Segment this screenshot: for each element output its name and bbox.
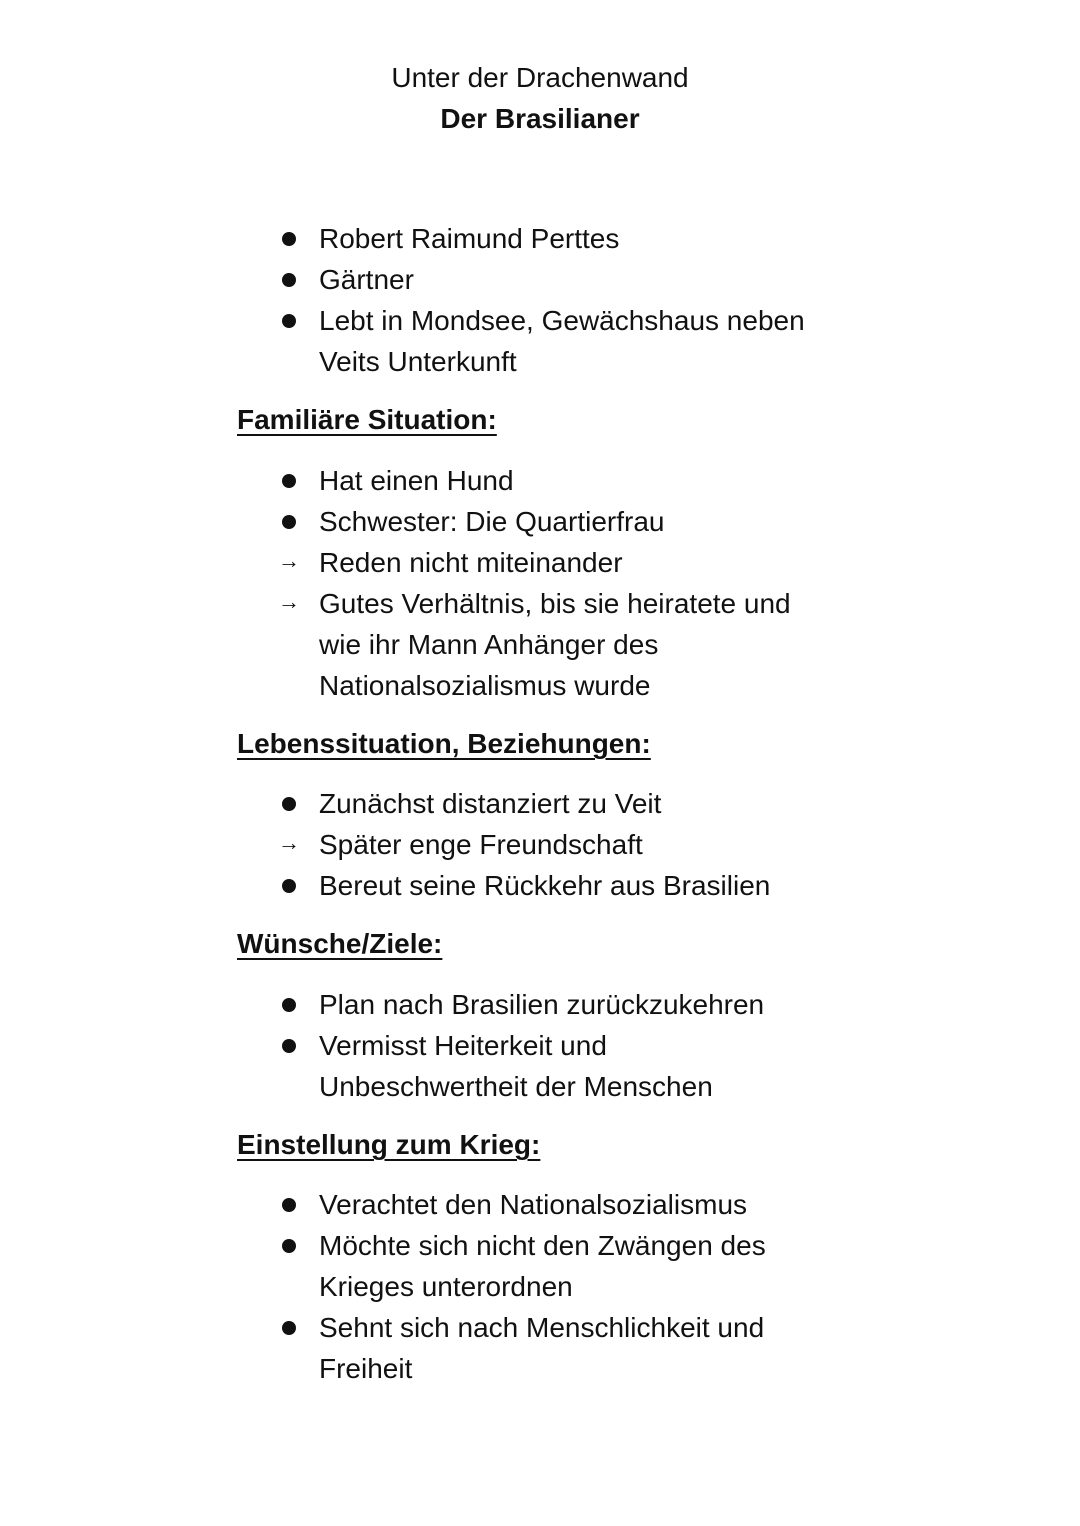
list-item-text: Zunächst distanziert zu Veit (319, 788, 662, 819)
section-heading: Einstellung zum Krieg: (237, 1129, 541, 1160)
list-item (237, 1184, 877, 1225)
list-item-text: Schwester: Die Quartierfrau (319, 506, 665, 537)
section-heading: Wünsche/Ziele: (237, 928, 443, 959)
section-goals (237, 924, 877, 964)
list-item (237, 1025, 789, 1107)
section-war-attitude (237, 1125, 877, 1165)
list-item-text: Gärtner (319, 264, 414, 295)
section-relationships-list-block (237, 783, 877, 906)
list-item (237, 300, 839, 382)
list-item-text: Reden nicht miteinander (319, 547, 623, 578)
section-list (237, 984, 877, 1107)
arrow-right-icon: → (278, 589, 300, 614)
section-list (237, 460, 877, 706)
list-item (237, 984, 877, 1025)
list-item (237, 1225, 839, 1307)
list-item (237, 1307, 839, 1389)
document-title: Unter der Drachenwand (391, 62, 689, 93)
list-item (237, 542, 877, 583)
list-item-text: Verachtet den Nationalsozialismus (319, 1189, 748, 1220)
list-item (237, 218, 877, 259)
section-heading: Familiäre Situation: (237, 404, 497, 435)
list-item-text: Sehnt sich nach Menschlichkeit und Freiheit (319, 1312, 765, 1384)
list-item (237, 501, 877, 542)
list-item (237, 865, 877, 906)
list-item-text: Später enge Freundschaft (319, 829, 643, 860)
list-item-text: Lebt in Mondsee, Gewächshaus neben Veits Unterkunft (319, 305, 805, 377)
section-relationships (237, 724, 877, 764)
section-goals-list-block (237, 984, 877, 1107)
list-item-text: Vermisst Heiterkeit und Unbeschwertheit der Menschen (319, 1030, 713, 1102)
section-heading: Lebenssituation, Beziehungen: (237, 728, 651, 759)
arrow-right-icon: → (278, 830, 300, 855)
document-subtitle: Der Brasilianer (440, 103, 640, 134)
list-item-text: Hat einen Hund (319, 465, 514, 496)
list-item (237, 824, 877, 865)
list-item-text: Möchte sich nicht den Zwängen des Krieges unterordnen (319, 1230, 766, 1302)
section-family (237, 400, 877, 440)
list-item-text: Bereut seine Rückkehr aus Brasilien (319, 870, 771, 901)
arrow-right-icon: → (278, 548, 300, 573)
list-item-text: Gutes Verhältnis, bis sie heiratete und wie ihr Mann Anhänger des Nationalsozialismus wurde (319, 588, 791, 701)
section-family-list-block (237, 460, 877, 706)
section-list (237, 783, 877, 906)
section-list (237, 1184, 877, 1389)
list-item (237, 259, 877, 300)
intro-list (237, 218, 877, 382)
list-item (237, 583, 819, 706)
section-war-attitude-list-block (237, 1184, 877, 1389)
intro-list-block (237, 218, 877, 382)
list-item (237, 783, 877, 824)
list-item (237, 460, 877, 501)
list-item-text: Robert Raimund Perttes (319, 223, 620, 254)
list-item-text: Plan nach Brasilien zurückzukehren (319, 989, 765, 1020)
